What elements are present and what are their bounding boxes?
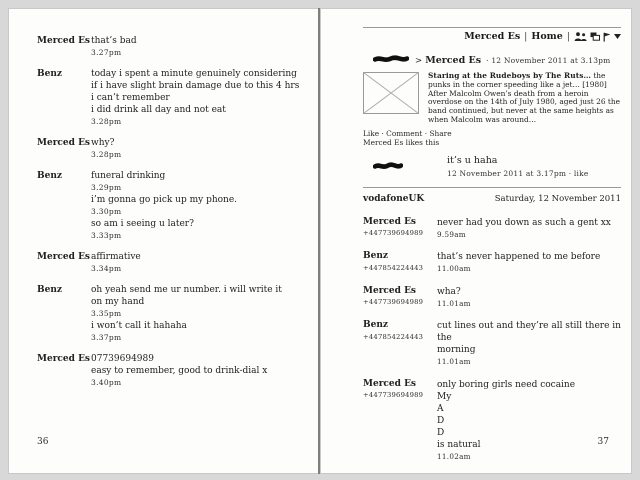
post-byline (363, 55, 621, 67)
header-home-link: Home (531, 31, 563, 42)
message-line: if i have slight brain damage due to this 4 hrs (91, 81, 300, 91)
message-line: today i spent a minute genuinely considering (91, 69, 297, 79)
speaker-name: Merced Es (363, 216, 416, 227)
speaker-name: Merced Es (37, 354, 90, 364)
sms-conversation-left (37, 35, 301, 389)
sms-entry (37, 353, 301, 389)
sms-entry (37, 284, 301, 344)
facebook-header (363, 30, 621, 43)
post-author: Merced Es (425, 55, 482, 66)
speaker-name: Benz (363, 320, 388, 331)
sms-entry (363, 217, 621, 241)
message-line: i can’t remember (91, 93, 170, 103)
page-number-left: 36 (37, 437, 49, 447)
carrier-name: vodafoneUK (363, 193, 425, 204)
phone-number: +447739694989 (363, 229, 424, 238)
message-line: affirmative (91, 252, 141, 262)
redacted-name-scribble (373, 55, 412, 66)
sms-entry (37, 170, 301, 242)
message-line: on my hand (91, 297, 145, 307)
post-actions: Like · Comment · Share (363, 128, 452, 138)
header-separator: | (566, 31, 570, 42)
message-line: so am i seeing u later? (91, 219, 194, 229)
page-right (320, 8, 632, 474)
sms-conversation-right (363, 217, 621, 463)
message-line: cut lines out and they’re all still there in the (437, 321, 621, 344)
message-line: funeral drinking (91, 171, 166, 181)
sms-entry (363, 379, 621, 463)
message-line: why? (91, 138, 115, 148)
message-line: i won’t call it hahaha (91, 321, 187, 331)
message-time: 3.34pm (91, 264, 122, 273)
header-profile-name: Merced Es (464, 31, 521, 42)
speaker-name: Merced Es (363, 285, 416, 296)
speaker-name: Merced Es (37, 252, 90, 262)
speaker-name: Benz (363, 251, 388, 262)
sms-entry (37, 137, 301, 161)
post-body: the punks in the corner speeding like a jet… [1980] After Malcolm Owen’s death from a heroin overdose on the 14th of July 1980, aged just 26 the band continued, but never at the same heights as when Malcolm was around… (428, 71, 620, 124)
sms-entry (363, 320, 621, 368)
message-time: 3.35pm (91, 309, 122, 318)
sms-date: Saturday, 12 November 2011 (494, 193, 621, 204)
phone-number: +447854224443 (363, 263, 424, 272)
message-line: easy to remember, good to drink-dial x (91, 366, 268, 376)
message-line: that’s never happened to me before (437, 252, 601, 263)
post-comment (363, 155, 621, 178)
phone-number: +447854224443 (363, 332, 424, 341)
speaker-name: Merced Es (37, 36, 90, 46)
message-line: that’s bad (91, 36, 137, 46)
post-text (428, 72, 621, 125)
message-line: oh yeah send me ur number. i will write it (91, 285, 282, 295)
redacted-commenter-scribble (373, 155, 403, 174)
message-line: D (437, 427, 445, 438)
page-left (8, 8, 320, 474)
speaker-name: Merced Es (363, 378, 416, 389)
message-line: My (437, 391, 452, 402)
notifications-icon (603, 32, 611, 42)
message-line: morning (437, 345, 476, 356)
message-time: 3.28pm (91, 150, 122, 159)
post-content (363, 72, 621, 125)
sms-entry (37, 68, 301, 128)
message-line: 07739694989 (91, 354, 154, 364)
page-number-right: 37 (597, 437, 609, 447)
message-time: 11.01am (437, 298, 471, 308)
message-time: 3.33pm (91, 231, 122, 240)
message-time: 3.37pm (91, 333, 122, 342)
message-line: A (437, 403, 444, 414)
post-likes: Merced Es likes this (363, 137, 440, 147)
sms-entry (363, 251, 621, 275)
message-time: 11.02am (437, 451, 471, 461)
messages-icon (590, 32, 600, 41)
friends-icon (574, 32, 587, 41)
message-time: 3.27pm (91, 48, 122, 57)
speaker-name: Benz (37, 285, 62, 295)
message-time: 9.59am (437, 229, 466, 239)
sms-section-header (363, 193, 621, 205)
post-timestamp: · 12 November 2011 at 3.13pm (486, 56, 611, 65)
speaker-name: Merced Es (37, 138, 90, 148)
message-line: i’m gonna go pick up my phone. (91, 195, 238, 205)
post-target-arrow: > (415, 56, 423, 66)
message-time: 3.30pm (91, 207, 122, 216)
message-line: is natural (437, 439, 481, 450)
sms-entry (37, 251, 301, 275)
message-time: 3.28pm (91, 117, 122, 126)
post-title: Staring at the Rudeboys by The Ruts… (428, 71, 591, 80)
account-caret-icon (614, 34, 621, 39)
message-line: only boring girls need cocaine (437, 379, 576, 390)
message-line: wha? (437, 286, 461, 297)
phone-number: +447739694989 (363, 391, 424, 400)
message-time: 11.00am (437, 264, 471, 274)
page-gutter (318, 8, 320, 474)
message-line: never had you down as such a gent xx (437, 217, 611, 228)
speaker-name: Benz (37, 171, 62, 181)
sms-entry (37, 35, 301, 59)
message-time: 11.01am (437, 357, 471, 367)
header-separator: | (524, 31, 528, 42)
comment-timestamp: 12 November 2011 at 3.17pm · like (447, 168, 589, 178)
phone-number: +447739694989 (363, 298, 424, 307)
section-divider (363, 187, 621, 188)
message-time: 3.40pm (91, 378, 122, 387)
message-time: 3.29pm (91, 183, 122, 192)
message-line: i did drink all day and not eat (91, 105, 226, 115)
sms-entry (363, 286, 621, 310)
message-line: D (437, 415, 445, 426)
broken-image-placeholder (363, 72, 419, 114)
comment-text: it’s u haha (447, 154, 498, 166)
header-rule (363, 27, 621, 28)
speaker-name: Benz (37, 69, 62, 79)
